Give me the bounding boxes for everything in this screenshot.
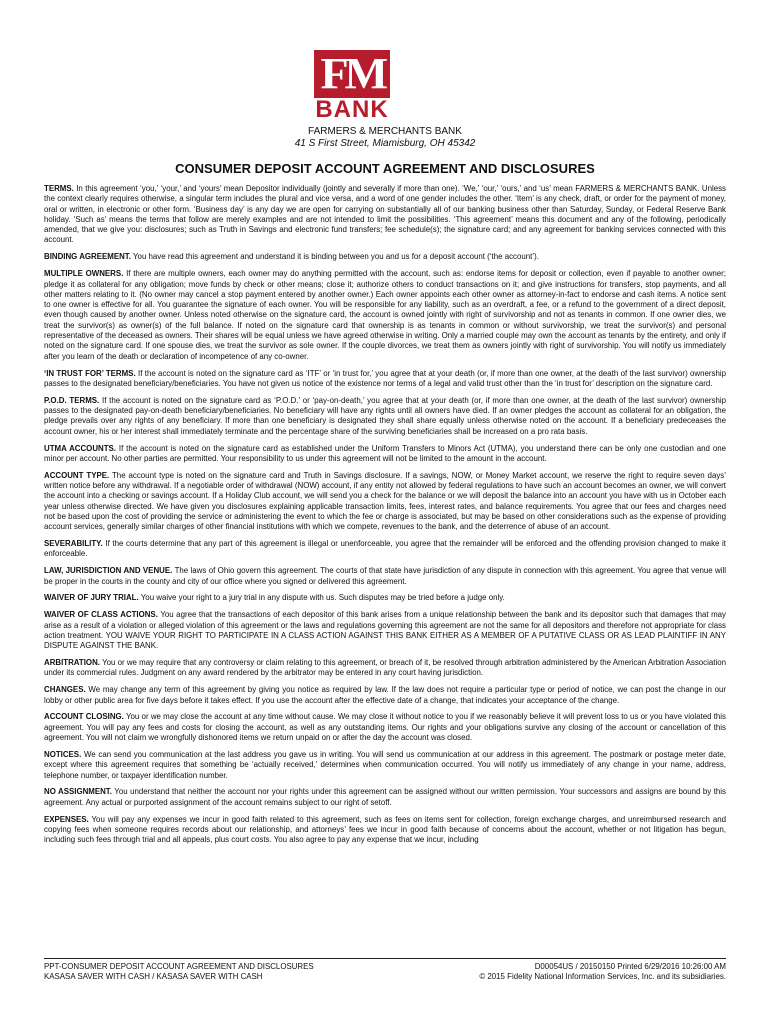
section-heading: ARBITRATION. [44,658,100,668]
footer-right [400,962,726,982]
section-text: We may change any term of this agreement by giving you notice as required by law. If the law does not require a particular type or period of notice, we can post the change in our lobby or other public area for five days before it takes effect. If you use the account after the effective date of a change, that indicates your acceptance of the change. [44,685,726,705]
section-account-closing [44,712,726,743]
footer-divider [44,958,726,959]
section-text: You or we may require that any controversy or claim relating to this agreement, or breach of it, be resolved through arbitration administered by the American Arbitration Association under its commercial rules. Judgment on any award rendered by the arbitrator may be entered in any court having jurisdiction. [44,658,726,678]
section-heading: SEVERABILITY. [44,539,103,549]
section-heading: ‘IN TRUST FOR’ TERMS. [44,368,136,378]
section-text: You have read this agreement and understand it is binding between you and us for a deposit account (‘the account’). [133,252,539,262]
section-heading: MULTIPLE OWNERS. [44,269,124,279]
section-terms [44,184,726,246]
section-severability [44,539,726,560]
section-heading: LAW, JURISDICTION AND VENUE. [44,566,173,576]
section-heading: ACCOUNT TYPE. [44,470,110,480]
section-heading: NO ASSIGNMENT. [44,787,112,797]
section-text: We can send you communication at the last address you gave us in writing. You will send us communication at our address in this agreement. The postmark or postage meter date, except where this agreement requires that something be ‘actually received,’ determines when communication occurred. You will notify us immediately of any change in your name, address, telephone number, or taxpayer identification number. [44,749,726,780]
section-expenses [44,815,726,846]
footer-form-name: PPT-CONSUMER DEPOSIT ACCOUNT AGREEMENT AND DISCLOSURES [44,962,314,971]
footer-left [44,962,404,982]
section-waiver-jury-trial [44,593,726,603]
section-utma-accounts [44,444,726,465]
section-text: In this agreement ‘you,’ ‘your,’ and ‘yours’ mean Depositor individually (jointly and severally if more than one). ‘We,’ ‘our,’ ‘ours,’ and ‘us’ mean FARMERS & MERCHANTS BANK. Unless the context clearly requires otherwise, a singular term includes the plural and vice versa, and a word of one gender includes the other. ‘Item’ is any check, draft, or order for the payment of money, oral or written, in electronic or other form. ‘Business day’ is any day we are open for carrying on substantially all of our banking business other than Saturday, Sunday, or Federal Reserve Bank holiday. ‘Such as’ means the terms that follow are merely examples and are not intended to limit the possibilities. ‘This agreement’ means this document and any of the following, periodically amended, that we give you: disclosures; such as Truth in Savings and electronic fund transfers; fee schedule(s); the signature card; and any agreement for banking services connected with this account. [44,184,726,245]
bank-logo [306,49,416,123]
section-text: You or we may close the account at any time without cause. We may close it without notice to you if we reasonably believe it will prevent loss to us or you have violated this agreement. You will pay any fees and costs for closing the account, as well as any outstanding items. Our rights and your obligations survive any closing of the account or cancellation of this agreement. You will not claim we wrongfully dishonored items we return unpaid on or after the day the account was closed. [44,712,727,743]
section-text: If the courts determine that any part of this agreement is illegal or unenforceable, you agree that the remainder will be enforced and the offending provision changed to make it enforceable. [44,539,726,559]
section-text: The account type is noted on the signature card and Truth in Savings disclosure. If a savings, NOW, or Money Market account, we reserve the right to require seven days’ written notice before any withdrawal. If a negotiable order of withdrawal (NOW) account, if any entity not allowed by federal regulations to have such an account becomes an owner, we will convert the account into a checking or savings account. If a Holiday Club account, we will send you a check for the balance or we will deposit the balance into an account you have with us in October each year unless otherwise directed. We have given you disclosures explaining applicable transaction limits, fees, interest rates, and balance requirements. You agree that our fees and charges need not be based upon the cost of providing the service or administering the event to which the fee or charge is associated, but may be based on other considerations such as the expense of providing account services, generally similar charges of other financial institutions with which we compete, revenues to the bank, and the deterrence of abuse of an account. [44,470,726,532]
bank-name: FARMERS & MERCHANTS BANK [308,126,462,137]
section-account-type [44,471,726,533]
section-heading: P.O.D. TERMS. [44,395,100,405]
footer-product-name: KASASA SAVER WITH CASH / KASASA SAVER WITH CASH [44,972,263,981]
footer-form-id: D00054US / 20150150 Printed 6/29/2016 10:26:00 AM [534,962,726,971]
section-text: You waive your right to a jury trial in any dispute with us. Such disputes may be tried before a judge only. [140,593,505,603]
section-text: The laws of Ohio govern this agreement. The courts of that state have jurisdiction of any dispute in connection with this agreement. You agree that venue will be proper in the courts in the county and city of our office where you signed or delivered this agreement. [44,566,726,586]
section-waiver-class-actions [44,610,726,651]
bank-address: 41 S First Street, Miamisburg, OH 45342 [294,138,476,149]
section-pod-terms [44,396,726,437]
section-heading: EXPENSES. [44,814,89,824]
section-no-assignment [44,787,726,808]
section-multiple-owners [44,269,726,362]
logo-wordmark: BANK [315,96,389,123]
section-heading: ACCOUNT CLOSING. [44,712,124,722]
logo-monogram: FM [314,50,390,98]
section-text: If the account is noted on the signature card as established under the Uniform Transfers to Minors Act (UTMA), you understand there can be only one custodian and one minor per account. No other parties are permitted. Your responsibility to us under this agreement will not be limited to the amount in the account. [44,443,726,463]
section-text: If there are multiple owners, each owner may do anything permitted with the account, such as: endorse items for deposit or collection, even if payable to another owner; pledge it as collateral for any obligation; move funds by check or other means; close it; authorize others to conduct transactions on it; and give instructions for transfers, stop payments, and all other matters relating to it. (No owner may cancel a stop payment entered by another owner.) Each owner appoints each other owner as attorney-in-fact to endorse and cash items. A notice sent to one owner is effective for all. You guarantee the signature of each owner. You will be responsible for any liability, such as an overdraft, a fee, or a refund to the government of a direct deposit, even though caused by another owner. Unless noted otherwise on the signature card, the account is owned jointly with right of survivorship and not as tenants in common. If one owner dies, we treat the survivor(s) as owner(s) of the full balance. If noted on the signature card that ownership is as tenants in common or without survivorship, we treat the survivor(s) and personal representative of the deceased as owners. Their shares will be equal unless we have agreed otherwise in writing. Only a married couple may own the account as tenants by the entirety, and only if noted on the signature card. If one spouse dies, we treat the survivor as sole owner. If the couple divorces, we treat them as owners jointly with right of survivorship. You will notify us immediately after you learn of the death or declaration of incompetence of any co-owner. [44,269,726,361]
section-text: You understand that neither the account nor your rights under this agreement can be assigned without our written permission. Your successors and assigns are bound by this agreement. Any actual or purported assignment of the account remains subject to our right of setoff. [44,787,726,807]
section-text: If the account is noted on the signature card as ‘P.O.D.’ or ‘pay-on-death,’ you agree that at your death (or, if more than one owner, at the death of the last survivor) ownership passes to the designated pay-on-death beneficiary/beneficiaries. No beneficiary will have any rights until all owners have died. If an owner pledges the account as collateral for an obligation, the pledge prevails over any rights of any beneficiary. If more than one beneficiary is designated they shall share equally unless otherwise noted on the account. If a beneficiary predeceases the account owner, his or her interest shall immediately terminate and the percentage share of the surviving beneficiaries shall be increased on a pro rata basis. [44,395,726,436]
section-arbitration [44,658,726,679]
section-heading: CHANGES. [44,685,86,695]
document-title: CONSUMER DEPOSIT ACCOUNT AGREEMENT AND DISCLOSURES [175,161,595,176]
section-heading: NOTICES. [44,749,82,759]
section-changes [44,685,726,706]
section-heading: UTMA ACCOUNTS. [44,443,116,453]
section-heading: WAIVER OF JURY TRIAL. [44,593,139,603]
section-in-trust-for [44,369,726,390]
agreement-body [44,184,726,852]
section-binding-agreement [44,252,726,262]
section-heading: TERMS. [44,184,74,193]
section-text: You will pay any expenses we incur in good faith related to this agreement, such as fees on items sent for collection, foreign exchange charges, and unreimbursed research and copying fees when someone requires records about our relationship, and attorneys’ fees we incur in good faith because of concerns about the account, whether or not litigation has begun, including such fees through trial and all appeals, plus court costs. You also agree to pay any expense that we incur, including [44,814,726,845]
section-law-jurisdiction [44,566,726,587]
section-heading: BINDING AGREEMENT. [44,252,131,262]
section-text: If the account is noted on the signature card as ‘ITF’ or ‘in trust for,’ you agree that at your death (or, if more than one owner, at the death of the last survivor) ownership passes to the designated beneficiary/beneficiaries. You have not given us notice of the existence nor terms of a legal and valid trust other than the ‘in trust for’ description on the signature card. [44,368,727,388]
section-notices [44,750,726,781]
section-text: You agree that the transactions of each depositor of this bank arises from a unique relationship between the bank and its depositor such that damages that may arise as a result of a violation or alleged violation of this agreement or the laws and regulations governing this agreement are not the same for all depositors and therefore not appropriate for class action treatment. YOU WAIVE YOUR RIGHT TO PARTICIPATE IN A CLASS ACTION AGAINST THIS BANK EITHER AS A MEMBER OF A PUTATIVE CLASS OR AS LEAD PLAINTIFF IN ANY DISPUTE AGAINST THE BANK. [44,610,726,651]
section-heading: WAIVER OF CLASS ACTIONS. [44,610,158,620]
footer-copyright: © 2015 Fidelity National Information Services, Inc. and its subsidiaries. [479,972,726,981]
